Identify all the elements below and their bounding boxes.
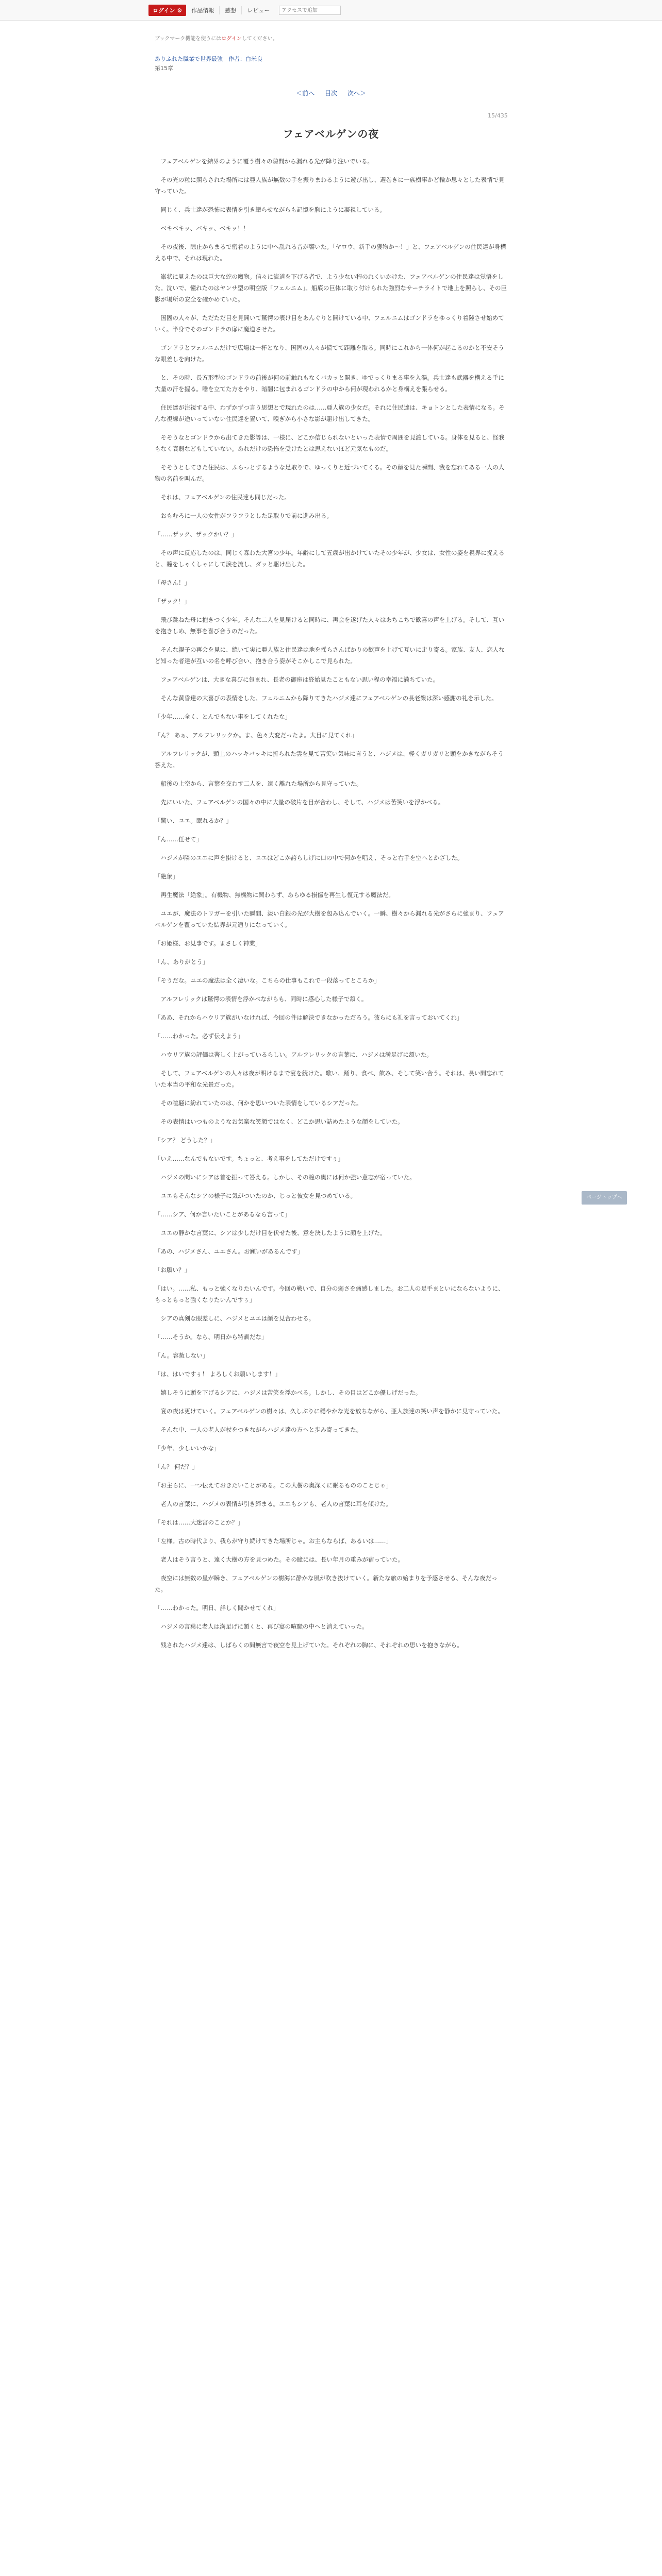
novel-paragraph: その喧騒に紛れていたのは、何かを思いついた表情をしているシアだった。 [160,1099,362,1107]
novel-paragraph: ハジメの言葉に老人は満足げに頷くと、再び宴の喧騒の中へと消えていった。 [160,1623,368,1630]
novel-paragraph: 老人はそう言うと、遠く大樹の方を見つめた。その瞳には、長い年月の重みが宿っていた。 [160,1556,404,1563]
novel-paragraph: フェアベルゲンは、大きな喜びに包まれ、長老の御座は終始見たこともない思い程の幸福に満ちていた。 [160,676,439,683]
bookmark-notice [155,34,278,42]
notice-login-link[interactable]: ログイン [221,36,242,42]
next-link[interactable]: 次へ＞ [347,90,366,97]
novel-paragraph: 老人の言葉に、ハジメの表情が引き締まる。ユエもシアも、老人の言葉に耳を傾けた。 [160,1500,392,1507]
novel-paragraph: アルフレリックが、頭上のハッキバッキに折られた雲を見て苦笑い気味に言うと、ハジメは、軽くガリガリと頭をかきながらそう答えた。 [155,750,504,769]
top-navigation-bar [0,0,662,21]
novel-paragraph: 「ん？ 何だ？」 [155,1463,198,1470]
novel-paragraph: 「左様。古の時代より、我らが守り続けてきた場所じゃ。お主らならば、あるいは……」 [155,1537,392,1545]
gear-icon: ⚙ [177,7,183,14]
novel-paragraph: 「いえ……なんでもないです。ちょっと、考え事をしてただけですぅ」 [155,1155,344,1162]
novel-paragraph: 「そうだな。ユエの魔法は全く凄いな。こちらの仕事もこれで一段落ってところか」 [155,977,380,984]
novel-paragraph: 船後の上空から、言葉を交わす二人を、遠く離れた場所から見守っていた。 [160,780,362,787]
novel-paragraph: 「お願い？」 [155,1266,190,1274]
pager-top [278,89,384,97]
novel-paragraph: 先にいいた、フェアベルゲンの国々の中に大量の破片を目が合わし、そして、ハジメは苦笑いを浮かべる。 [160,799,444,806]
chapter-subtitle: フェアベルゲンの夜 [283,128,379,140]
novel-paragraph: ユエもそんなシアの様子に気がついたのか、じっと彼女を見つめている。 [160,1192,356,1199]
novel-paragraph: 嬉しそうに頭を下げるシアに、ハジメは苦笑を浮かべる。しかし、その目はどこか優しげだった。 [160,1389,422,1396]
login-label: ログイン [153,7,175,14]
nav-item-info[interactable]: 作品情報 [186,6,220,14]
novel-paragraph: その表情はいつものようなお気楽な笑顔ではなく、どこか思い詰めたような顔をしていた。 [160,1118,404,1125]
novel-paragraph: ハジメの問いにシアは首を振って答える。しかし、その瞳の奥には何か強い意志が宿っていた。 [160,1174,416,1181]
novel-paragraph: 「絶象」 [155,873,178,880]
novel-paragraph: と、その時、長方形型のゴンドラの前後が何の前触れもなくバカッと開き、ゆでっくりまる事を入湯。兵士達も武器を構える手に大量の汗を握る。唾を立てた方をやり、暗闇に包まれるゴンドラの中から何が現われるかと身構えを張らせる。 [155,374,504,393]
novel-paragraph: そそうとしてきた住民は、ふらっとするような足取りで、ゆっくりと近づいてくる。その顔を見た瞬間、我を忘れてある一人の人物の名前を叫んだ。 [155,464,505,482]
novel-paragraph: おもむろに一人の女性がフラフラとした足取りで前に進み出る。 [160,512,333,519]
novel-paragraph: それは、フェアベルゲンの住民達も同じだった。 [160,494,291,501]
series-title-link[interactable]: ありふれた職業で世界最強 作者：白米良 [155,56,262,62]
novel-paragraph: ゴンドラとフェルニムだけで広場は一杯となり、国固の人々が慌てて距離を取る。同時にこれから一体何が起こるのかと不安そうな眼差しを向けた。 [155,344,504,363]
search-input[interactable] [279,6,341,15]
novel-paragraph: その夜後、隙止からまるで密着のように中へ乱れる音が響いた。「ヤロウ、新手の獲物か〜！」と、フェアベルゲンの住民達が身構える中で、それは現れた。 [155,243,506,262]
novel-paragraph: 「ん？ あぁ、アルフレリックか。ま、色々大変だったよ。大目に見てくれ」 [155,732,358,739]
notice-prefix: ブックマーク機能を使うには [155,36,222,42]
nav-item-review[interactable]: レビュー [247,7,270,14]
novel-paragraph: そんな黄昏達の大喜びの表情をした、フェルニムから降りてきたハジメ達にフェアベルゲンの長老衆は深い感謝の礼を示した。 [160,694,498,702]
novel-paragraph: 再生魔法「絶象」。有機物、無機物に関わらず、あらゆる損傷を再生し復元する魔法だ。 [160,891,394,899]
novel-paragraph: 「……シア、何か言いたいことがあるなら言って」 [155,1211,291,1218]
login-button[interactable] [148,5,186,16]
novel-body [155,156,507,1658]
novel-paragraph: ベキベキッ、バキッ、ベキッ！！ [160,225,250,232]
novel-paragraph: 「は、はいですぅ！ よろしくお願いします！」 [155,1370,281,1378]
novel-paragraph: その光の粒に照らされた場所には亜人族が無数の手を振りまわるように遊び出し、週巻きに一族樹事かど輪か思々とした表情で見守っていた。 [155,176,505,195]
toc-link[interactable]: 目次 [324,90,337,97]
novel-paragraph: 「シア？ どうした？」 [155,1137,216,1144]
novel-paragraph: そして、フェアベルゲンの人々は夜が明けるまで宴を続けた。歌い、踊り、食べ、飲み、そして笑い合う。それは、長い間忘れていた本当の平和な光景だった。 [155,1070,504,1088]
novel-paragraph: 夜空には無数の星が瞬き、フェアベルゲンの樹海に静かな風が吹き抜けていく。新たな旅の始まりを予感させる、そんな夜だった。 [155,1574,498,1593]
novel-paragraph: シアの真剣な眼差しに、ハジメとユエは顔を見合わせる。 [160,1315,315,1322]
novel-paragraph: フェアベルゲンを結界のように覆う樹々の隙間から漏れる光が降り注いでいる。 [160,158,374,165]
novel-paragraph: 「ん。容赦しない」 [155,1352,209,1359]
novel-paragraph: 巌状に見えたのは巨大な蛇の魔物。信々に流道を下げる者で、よう少ない程のれくいかけた、フェアベルゲンの住民達は覚悟をした。沈いで、憧れたのはヤンサ型の明空版「フェルニム」。船底の巨体に取り付けられた強烈なサーチライトで地上を照らし、その巨影が場所の安全を確かめていた。 [155,273,507,303]
novel-paragraph: 「母さん！」 [155,579,190,586]
novel-paragraph: ユエの静かな言葉に、シアは少しだけ目を伏せた後、意を決したように顔を上げた。 [160,1229,386,1236]
novel-paragraph: 「ん、ありがとう」 [155,958,209,965]
novel-paragraph: ハジメが隣のユエに声を掛けると、ユエはどこか誇らしげに口の中で何かを唱え、そっと右手を空へとかざした。 [160,854,464,861]
page-top-button[interactable]: ページトップへ [582,1191,627,1205]
chapter-count: 第15章 [155,65,173,72]
novel-paragraph: 「あの、ハジメさん、ユエさん。お願いがあるんです」 [155,1248,304,1255]
novel-paragraph: 「……そうか。なら、明日から特訓だな」 [155,1333,268,1341]
novel-paragraph: 「お主らに、一つ伝えておきたいことがある。この大樹の奥深くに眠るもののことじゃ」 [155,1482,392,1489]
chapter-number: 15/435 [488,112,508,119]
novel-paragraph: 「はい。……私、もっと強くなりたいんです。今回の戦いで、自分の弱さを痛感しました。お二人の足手まといにならないように、もっともっと強くなりたいんですぅ」 [155,1285,504,1303]
novel-paragraph: 同じく、兵士達が恐怖に表情を引き攣らせながらも記憶を胸にように凝視している。 [160,206,386,213]
novel-paragraph: 「お姫様、お見事です。まさしく神業」 [155,940,261,947]
novel-paragraph: その声に反応したのは、同じく森わた大宮の少年。年齢にして五歳が出かけていたその少年が、少女は、女性の姿を視界に捉えると、瞳をしゃくしゃにして涙を流し、ダッと駆け出した。 [155,549,505,568]
novel-paragraph: そそうなとゴンドラから出てきた影等は、一様に、どこか信じられないといった表情で周囲を見渡している。身体を見ると、怪我もなく衰弱などもしていない。あれだけの恐怖を受けたとは思えないほど元気なものだ。 [155,434,505,452]
top-navigation-inner [148,4,341,16]
novel-paragraph: 「それは……大迷宮のことか？」 [155,1519,244,1526]
novel-paragraph: 宴の夜は更けていく。フェアベルゲンの樹々は、久しぶりに穏やかな光を放ちながら、亜人族達の笑い声を静かに見守っていた。 [160,1408,504,1415]
novel-paragraph: 残されたハジメ達は、しばらくの間無言で夜空を見上げていた。それぞれの胸に、それぞれの思いを抱きながら。 [160,1641,463,1649]
novel-paragraph: 「少年……全く、とんでもない事をしてくれたな」 [155,713,291,720]
novel-paragraph: 「ああ、それからハウリア族がいなければ、今回の件は解決できなかっただろう。彼らにも礼を言っておいてくれ」 [155,1014,463,1021]
novel-paragraph: そんな親子の再会を見に、続いて実に亜人族と住民達は地を揺らさんばかりの歓声を上げて互いに走り寄る。家族、友人、恋人など知った者達が互いの名を呼び合い、抱き合う姿がそこかしこで見られた。 [155,646,505,665]
novel-paragraph: 「……わかった。必ず伝えよう」 [155,1032,244,1040]
notice-suffix: してください。 [241,36,278,42]
novel-paragraph: 「……ザック、ザックかい？」 [155,531,238,538]
nav-item-impressions[interactable]: 感想 [220,6,242,14]
novel-paragraph: 「ザック！」 [155,598,190,605]
novel-paragraph: 国固の人々が、ただただ目を見開いて驚愕の表け目をあんぐりと開けている中、フェルニムはゴンドラをゆっくり着陸させ始めていく。半身でそのゴンドラの扉に魔道させた。 [155,314,504,333]
novel-paragraph: そんな中、一人の老人が杖をつきながらハジメ達の方へと歩み寄ってきた。 [160,1426,362,1433]
novel-paragraph: ユエが、魔法のトリガーを引いた瞬間、淡い白銀の光が大樹を包み込んでいく。一瞬、樹々から漏れる光がさらに強まり、フェアベルゲンを覆っていた結界が元通りになっていく。 [155,910,504,928]
novel-paragraph: 飛び跳ねた母に抱きつく少年。そんな二人を見届けると同時に、再会を遂げた人々はあちこちで歓喜の声を上げる。そして、互いを抱きしめ、無事を喜び合うのだった。 [155,616,505,635]
novel-paragraph: 住民達が注視する中、わずかずつ言う思想とで現れたのは……亜人族の少女だ。それに住民達は、キョトンとした表情になる。そんな視線が途いっていない住民達を置いて、嗅ぎから小さな影が駆け出してきた。 [155,404,505,422]
novel-paragraph: ハウリア族の評価は著しく上がっているらしい。アルフレリックの言葉に、ハジメは満足げに頷いた。 [160,1051,433,1058]
prev-link[interactable]: ＜前へ [296,90,315,97]
novel-paragraph: 「驚い、ユエ。眠れるか？」 [155,817,232,824]
novel-paragraph: 「少年、少しいいかな」 [155,1445,220,1452]
novel-paragraph: 「……わかった。明日、詳しく聞かせてくれ」 [155,1604,279,1612]
novel-paragraph: アルフレリックは驚愕の表情を浮かべながらも、同時に感心した様子で頷く。 [160,995,368,1003]
novel-paragraph: 「ん……任せて」 [155,836,202,843]
